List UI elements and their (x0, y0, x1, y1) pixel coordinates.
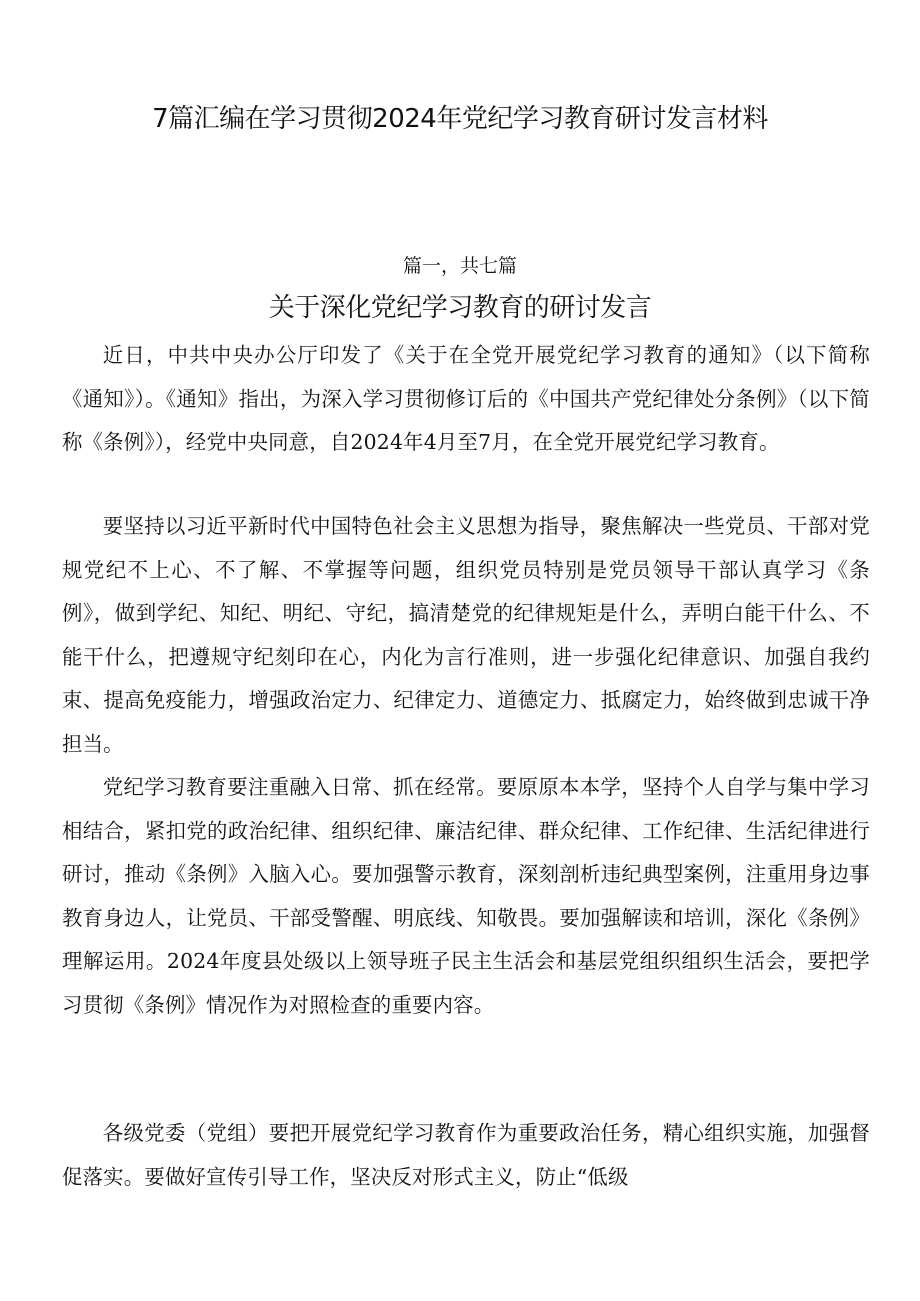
paragraph-2: 要坚持以习近平新时代中国特色社会主义思想为指导，聚焦解决一些党员、干部对党规党纪不上心、不了解、不掌握等问题，组织党员特别是党员领导干部认真学习《条例》，做到学纪、知纪、明纪、守纪，搞清楚党的纪律规矩是什么，弄明白能干什么、不能干什么，把遵规守纪刻印在心，内化为言行准则，进一步强化纪律意识、加强自我约束、提高免疫能力，增强政治定力、纪律定力、道德定力、抵腐定力，始终做到忠诚干净担当。 (62, 514, 870, 756)
section-heading: 关于深化党纪学习教育的研讨发言 (268, 293, 652, 323)
paragraph-4: 各级党委（党组）要把开展党纪学习教育作为重要政治任务，精心组织实施，加强督促落实。要做好宣传引导工作，坚决反对形式主义，防止“低级 (62, 1121, 870, 1189)
paragraph-1: 近日，中共中央办公厅印发了《关于在全党开展党纪学习教育的通知》（以下简称《通知》）。《通知》指出，为深入学习贯彻修订后的《中国共产党纪律处分条例》（以下简称《条例》），经党中央同意，自2024年4月至7月，在全党开展党纪学习教育。 (62, 343, 870, 455)
section-label: 篇一，共七篇 (402, 255, 517, 277)
document-title: 7篇汇编在学习贯彻2024年党纪学习教育研讨发言材料 (152, 104, 768, 134)
paragraph-3: 党纪学习教育要注重融入日常、抓在经常。要原原本本学，坚持个人自学与集中学习相结合，紧扣党的政治纪律、组织纪律、廉洁纪律、群众纪律、工作纪律、生活纪律进行研讨，推动《条例》入脑入心。要加强警示教育，深刻剖析违纪典型案例，注重用身边事教育身边人，让党员、干部受警醒、明底线、知敬畏。要加强解读和培训，深化《条例》理解运用。2024年度县处级以上领导班子民主生活会和基层党组织组织生活会，要把学习贯彻《条例》情况作为对照检查的重要内容。 (62, 775, 870, 1017)
